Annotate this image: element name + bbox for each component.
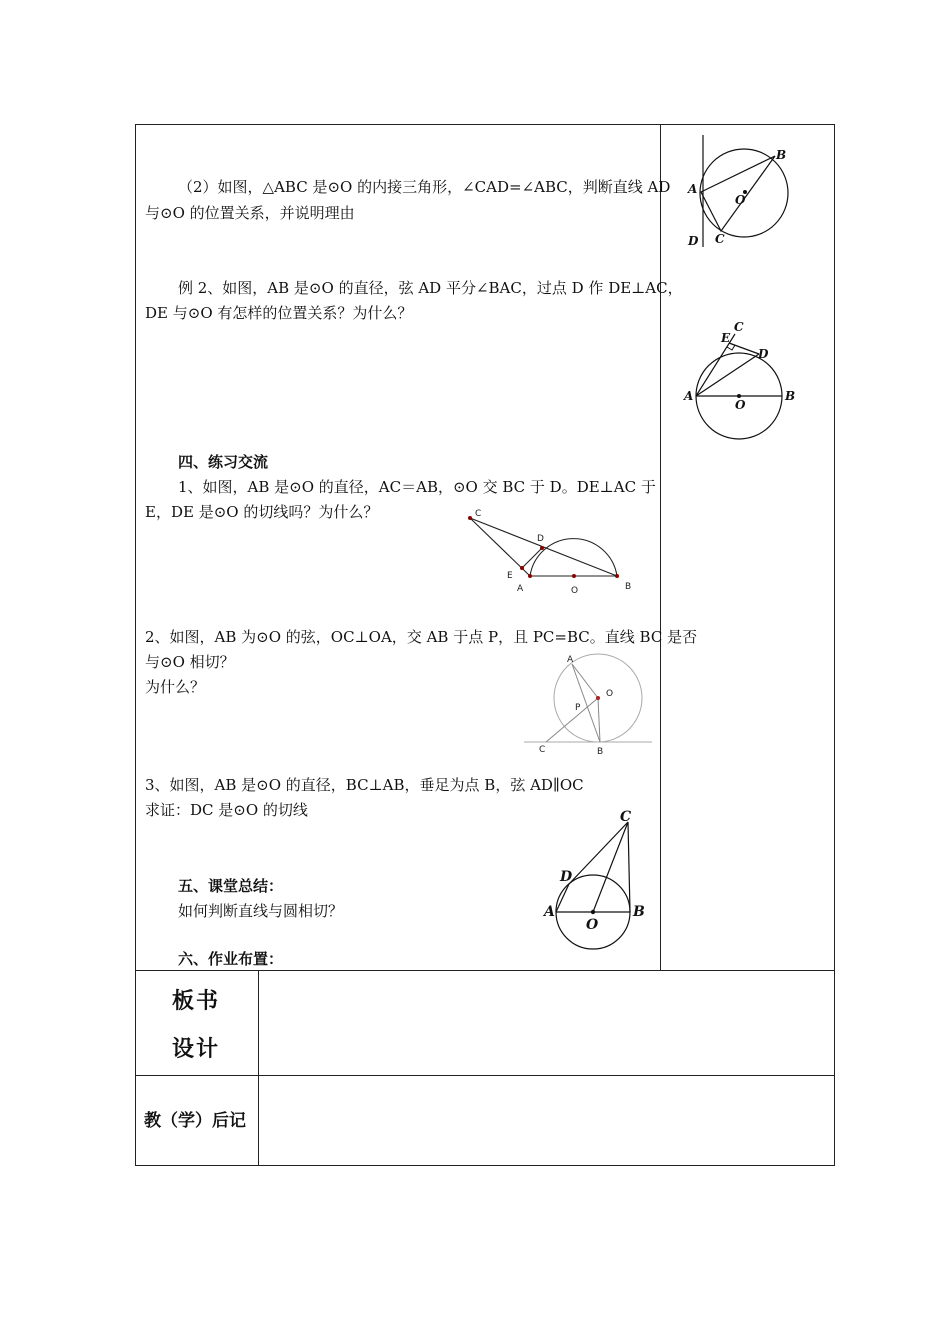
fig5-line-bc [628,822,630,912]
section6-title: 六、作业布置： [178,950,284,968]
fig4-label-p: P [575,703,581,713]
practice2-line2: 与⊙O 相切？ [145,653,235,671]
fig4-label-b: B [597,747,604,757]
practice1-line1: 1、如图，AB 是⊙O 的直径，AC＝AB，⊙O 交 BC 于 D。DE⊥AC 于 [178,478,656,496]
table-border-top [135,124,835,125]
fig5-center-dot [591,910,595,914]
fig2-label-c: C [734,320,744,334]
fig3-point-a [528,574,532,578]
fig3-point-o [572,574,576,578]
board-design-label-1: 板书 [172,988,221,1014]
figure-1-tangent-circle [680,135,805,255]
table-border-right [834,124,835,1166]
fig5-label-a: A [544,904,555,920]
practice2-line3: 为什么？ [145,678,206,696]
fig5-label-o: O [586,917,599,933]
fig1-label-d: D [688,234,699,248]
fig1-label-b: B [776,148,787,162]
figure-4-chord-tangent [520,650,655,760]
fig5-label-d: D [560,869,573,885]
fig3-line-de [522,548,542,568]
afterword-label: 教（学）后记 [144,1111,246,1131]
fig3-label-b: B [625,582,632,592]
fig4-radius-ob [598,698,600,742]
fig3-label-o: O [571,586,579,596]
fig5-line-dc [569,822,628,884]
fig4-label-o: O [606,689,614,699]
fig2-chord-ad [696,354,759,396]
fig2-line-de [729,343,759,354]
section5-title: 五、课堂总结： [178,877,284,895]
row-divider-afterword [135,1075,835,1076]
fig4-label-a: A [567,655,574,665]
figure-5-tangent-proof [540,808,660,958]
fig5-line-oc [593,822,628,912]
section5-body: 如何判断直线与圆相切？ [178,902,344,920]
figure-3-semicircle [460,505,640,600]
fig2-label-d: D [758,347,769,361]
example2-line1: 例 2、如图，AB 是⊙O 的直径，弦 AD 平分∠BAC，过点 D 作 DE⊥AC， [178,279,683,297]
fig3-point-c [468,516,472,520]
figure-2-diameter-bisector [680,318,805,448]
table-border-left [135,124,136,1166]
q2-line2: 与⊙O 的位置关系，并说明理由 [145,204,355,222]
fig3-point-d [540,546,544,550]
fig2-label-o: O [735,398,746,412]
fig1-label-o: O [735,193,746,207]
fig3-point-e [520,566,524,570]
practice3-line2: 求证：DC 是⊙O 的切线 [145,801,308,819]
fig3-label-d: D [537,534,544,544]
column-divider-figures [660,124,661,971]
fig5-label-c: C [620,809,632,825]
q2-line1: （2）如图，△ABC 是⊙O 的内接三角形，∠CAD=∠ABC，判断直线 AD [178,178,671,196]
fig4-center-dot [596,696,600,700]
section4-title: 四、练习交流 [178,453,269,471]
fig1-label-a: A [688,182,698,196]
fig5-label-b: B [633,904,645,920]
fig3-label-c: C [475,509,482,519]
example2-line2: DE 与⊙O 有怎样的位置关系？为什么？ [145,304,413,322]
fig3-point-b [615,574,619,578]
fig2-label-e: E [721,331,731,345]
fig5-chord-ad [556,884,569,912]
column-divider-labels [258,970,259,1166]
fig3-label-e: E [507,571,513,581]
fig2-label-a: A [684,389,694,403]
practice2-line1: 2、如图，AB 为⊙O 的弦，OC⊥OA，交 AB 于点 P，且 PC=BC。直线 BC 是否 [145,628,698,646]
fig4-line-oa [572,664,598,698]
fig1-label-c: C [715,232,725,246]
board-design-label-2: 设计 [172,1036,221,1062]
fig3-label-a: A [517,584,524,594]
practice3-line1: 3、如图，AB 是⊙O 的直径，BC⊥AB，垂足为点 B，弦 AD∥OC [145,776,584,794]
fig4-label-c: C [539,745,546,755]
fig2-label-b: B [785,389,796,403]
fig4-line-oc [546,698,598,742]
table-border-bottom [135,1165,835,1166]
practice1-line2: E，DE 是⊙O 的切线吗？为什么？ [145,503,379,521]
